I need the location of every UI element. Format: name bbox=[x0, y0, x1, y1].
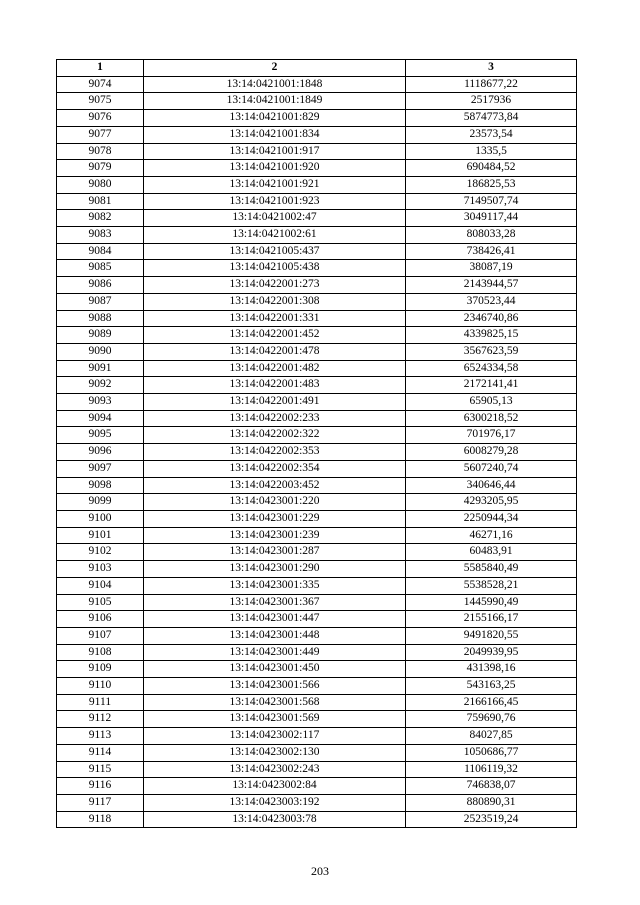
value-cell: 2517936 bbox=[406, 93, 577, 110]
table-row bbox=[57, 661, 577, 678]
row-number-cell: 9080 bbox=[57, 176, 144, 193]
row-number-cell: 9096 bbox=[57, 444, 144, 461]
row-number-cell: 9078 bbox=[57, 143, 144, 160]
table-row bbox=[57, 343, 577, 360]
row-number-cell: 9079 bbox=[57, 160, 144, 177]
value-cell: 701976,17 bbox=[406, 427, 577, 444]
value-cell: 2346740,86 bbox=[406, 310, 577, 327]
row-number-cell: 9115 bbox=[57, 761, 144, 778]
cadastral-number-cell: 13:14:0422001:491 bbox=[144, 394, 406, 411]
value-cell: 4339825,15 bbox=[406, 327, 577, 344]
row-number-cell: 9095 bbox=[57, 427, 144, 444]
value-cell: 3567623,59 bbox=[406, 343, 577, 360]
value-cell: 46271,16 bbox=[406, 527, 577, 544]
cadastral-number-cell: 13:14:0423002:117 bbox=[144, 728, 406, 745]
cadastral-number-cell: 13:14:0423001:568 bbox=[144, 694, 406, 711]
table-row bbox=[57, 126, 577, 143]
row-number-cell: 9111 bbox=[57, 694, 144, 711]
row-number-cell: 9112 bbox=[57, 711, 144, 728]
cadastral-number-cell: 13:14:0423002:130 bbox=[144, 744, 406, 761]
cadastral-number-cell: 13:14:0423001:229 bbox=[144, 510, 406, 527]
row-number-cell: 9106 bbox=[57, 611, 144, 628]
cadastral-number-cell: 13:14:0421005:437 bbox=[144, 243, 406, 260]
row-number-cell: 9102 bbox=[57, 544, 144, 561]
value-cell: 1335,5 bbox=[406, 143, 577, 160]
value-cell: 880890,31 bbox=[406, 794, 577, 811]
row-number-cell: 9103 bbox=[57, 561, 144, 578]
cadastral-number-cell: 13:14:0421005:438 bbox=[144, 260, 406, 277]
value-cell: 431398,16 bbox=[406, 661, 577, 678]
table-row bbox=[57, 477, 577, 494]
cadastral-number-cell: 13:14:0422002:353 bbox=[144, 444, 406, 461]
value-cell: 5585840,49 bbox=[406, 561, 577, 578]
cadastral-number-cell: 13:14:0423003:78 bbox=[144, 811, 406, 828]
row-number-cell: 9107 bbox=[57, 627, 144, 644]
cadastral-number-cell: 13:14:0423003:192 bbox=[144, 794, 406, 811]
cadastral-number-cell: 13:14:0423001:569 bbox=[144, 711, 406, 728]
row-number-cell: 9092 bbox=[57, 377, 144, 394]
cadastral-number-cell: 13:14:0422001:273 bbox=[144, 277, 406, 294]
cadastral-number-cell: 13:14:0423002:84 bbox=[144, 778, 406, 795]
value-cell: 2523519,24 bbox=[406, 811, 577, 828]
cadastral-number-cell: 13:14:0423001:449 bbox=[144, 644, 406, 661]
table-row bbox=[57, 176, 577, 193]
table-row bbox=[57, 811, 577, 828]
table-row bbox=[57, 460, 577, 477]
cadastral-number-cell: 13:14:0421002:47 bbox=[144, 210, 406, 227]
cadastral-number-cell: 13:14:0422002:322 bbox=[144, 427, 406, 444]
table-row bbox=[57, 260, 577, 277]
value-cell: 1445990,49 bbox=[406, 594, 577, 611]
table-row bbox=[57, 794, 577, 811]
row-number-cell: 9081 bbox=[57, 193, 144, 210]
cadastral-number-cell: 13:14:0421001:1848 bbox=[144, 76, 406, 93]
cadastral-number-cell: 13:14:0423001:287 bbox=[144, 544, 406, 561]
row-number-cell: 9109 bbox=[57, 661, 144, 678]
cadastral-number-cell: 13:14:0423002:243 bbox=[144, 761, 406, 778]
table-row bbox=[57, 243, 577, 260]
cadastral-number-cell: 13:14:0423001:335 bbox=[144, 577, 406, 594]
cadastral-number-cell: 13:14:0423001:448 bbox=[144, 627, 406, 644]
table-row bbox=[57, 711, 577, 728]
table-row bbox=[57, 210, 577, 227]
value-cell: 3049117,44 bbox=[406, 210, 577, 227]
table-row bbox=[57, 577, 577, 594]
value-cell: 38087,19 bbox=[406, 260, 577, 277]
table-row bbox=[57, 510, 577, 527]
column-header: 2 bbox=[144, 60, 406, 77]
table-row bbox=[57, 143, 577, 160]
cadastral-number-cell: 13:14:0421001:920 bbox=[144, 160, 406, 177]
value-cell: 23573,54 bbox=[406, 126, 577, 143]
row-number-cell: 9104 bbox=[57, 577, 144, 594]
row-number-cell: 9087 bbox=[57, 293, 144, 310]
row-number-cell: 9100 bbox=[57, 510, 144, 527]
row-number-cell: 9098 bbox=[57, 477, 144, 494]
row-number-cell: 9085 bbox=[57, 260, 144, 277]
cadastral-number-cell: 13:14:0423001:367 bbox=[144, 594, 406, 611]
table-row bbox=[57, 93, 577, 110]
value-cell: 2172141,41 bbox=[406, 377, 577, 394]
table-row bbox=[57, 644, 577, 661]
cadastral-number-cell: 13:14:0423001:566 bbox=[144, 678, 406, 695]
table-row bbox=[57, 277, 577, 294]
value-cell: 2166166,45 bbox=[406, 694, 577, 711]
value-cell: 9491820,55 bbox=[406, 627, 577, 644]
row-number-cell: 9084 bbox=[57, 243, 144, 260]
cadastral-number-cell: 13:14:0422001:331 bbox=[144, 310, 406, 327]
row-number-cell: 9110 bbox=[57, 678, 144, 695]
row-number-cell: 9108 bbox=[57, 644, 144, 661]
table-row bbox=[57, 293, 577, 310]
row-number-cell: 9105 bbox=[57, 594, 144, 611]
value-cell: 5874773,84 bbox=[406, 110, 577, 127]
row-number-cell: 9077 bbox=[57, 126, 144, 143]
table-row bbox=[57, 561, 577, 578]
row-number-cell: 9076 bbox=[57, 110, 144, 127]
value-cell: 7149507,74 bbox=[406, 193, 577, 210]
table-row bbox=[57, 377, 577, 394]
value-cell: 6008279,28 bbox=[406, 444, 577, 461]
column-header: 1 bbox=[57, 60, 144, 77]
value-cell: 4293205,95 bbox=[406, 494, 577, 511]
row-number-cell: 9088 bbox=[57, 310, 144, 327]
table-row bbox=[57, 744, 577, 761]
value-cell: 1050686,77 bbox=[406, 744, 577, 761]
row-number-cell: 9114 bbox=[57, 744, 144, 761]
cadastral-number-cell: 13:14:0422001:452 bbox=[144, 327, 406, 344]
cadastral-number-cell: 13:14:0422001:478 bbox=[144, 343, 406, 360]
value-cell: 370523,44 bbox=[406, 293, 577, 310]
row-number-cell: 9089 bbox=[57, 327, 144, 344]
value-cell: 2250944,34 bbox=[406, 510, 577, 527]
value-cell: 690484,52 bbox=[406, 160, 577, 177]
table-row bbox=[57, 694, 577, 711]
row-number-cell: 9086 bbox=[57, 277, 144, 294]
cadastral-number-cell: 13:14:0422001:308 bbox=[144, 293, 406, 310]
table-row bbox=[57, 494, 577, 511]
table-row bbox=[57, 360, 577, 377]
row-number-cell: 9083 bbox=[57, 227, 144, 244]
table-row bbox=[57, 327, 577, 344]
cadastral-number-cell: 13:14:0421001:917 bbox=[144, 143, 406, 160]
cadastral-number-cell: 13:14:0421002:61 bbox=[144, 227, 406, 244]
table-row bbox=[57, 444, 577, 461]
row-number-cell: 9090 bbox=[57, 343, 144, 360]
value-cell: 746838,07 bbox=[406, 778, 577, 795]
row-number-cell: 9093 bbox=[57, 394, 144, 411]
cadastral-number-cell: 13:14:0423001:450 bbox=[144, 661, 406, 678]
table-row bbox=[57, 193, 577, 210]
table-row bbox=[57, 227, 577, 244]
table-header-row bbox=[57, 60, 577, 77]
value-cell: 2049939,95 bbox=[406, 644, 577, 661]
table-row bbox=[57, 527, 577, 544]
value-cell: 738426,41 bbox=[406, 243, 577, 260]
value-cell: 2155166,17 bbox=[406, 611, 577, 628]
value-cell: 5607240,74 bbox=[406, 460, 577, 477]
value-cell: 65905,13 bbox=[406, 394, 577, 411]
table-row bbox=[57, 728, 577, 745]
table-row bbox=[57, 761, 577, 778]
row-number-cell: 9097 bbox=[57, 460, 144, 477]
cadastral-number-cell: 13:14:0423001:290 bbox=[144, 561, 406, 578]
value-cell: 6524334,58 bbox=[406, 360, 577, 377]
table-row bbox=[57, 594, 577, 611]
cadastral-number-cell: 13:14:0423001:220 bbox=[144, 494, 406, 511]
value-cell: 808033,28 bbox=[406, 227, 577, 244]
row-number-cell: 9074 bbox=[57, 76, 144, 93]
cadastral-value-table bbox=[56, 59, 577, 828]
page-number: 203 bbox=[311, 864, 329, 878]
value-cell: 2143944,57 bbox=[406, 277, 577, 294]
row-number-cell: 9113 bbox=[57, 728, 144, 745]
cadastral-number-cell: 13:14:0422002:354 bbox=[144, 460, 406, 477]
value-cell: 340646,44 bbox=[406, 477, 577, 494]
row-number-cell: 9117 bbox=[57, 794, 144, 811]
row-number-cell: 9099 bbox=[57, 494, 144, 511]
cadastral-number-cell: 13:14:0421001:834 bbox=[144, 126, 406, 143]
cadastral-number-cell: 13:14:0421001:923 bbox=[144, 193, 406, 210]
cadastral-number-cell: 13:14:0422001:482 bbox=[144, 360, 406, 377]
cadastral-number-cell: 13:14:0422002:233 bbox=[144, 410, 406, 427]
value-cell: 543163,25 bbox=[406, 678, 577, 695]
row-number-cell: 9118 bbox=[57, 811, 144, 828]
table-row bbox=[57, 544, 577, 561]
cadastral-number-cell: 13:14:0422001:483 bbox=[144, 377, 406, 394]
table-row bbox=[57, 678, 577, 695]
value-cell: 1106119,32 bbox=[406, 761, 577, 778]
row-number-cell: 9094 bbox=[57, 410, 144, 427]
table-row bbox=[57, 410, 577, 427]
cadastral-number-cell: 13:14:0421001:829 bbox=[144, 110, 406, 127]
value-cell: 60483,91 bbox=[406, 544, 577, 561]
table-row bbox=[57, 627, 577, 644]
table-row bbox=[57, 310, 577, 327]
value-cell: 759690,76 bbox=[406, 711, 577, 728]
value-cell: 186825,53 bbox=[406, 176, 577, 193]
column-header: 3 bbox=[406, 60, 577, 77]
table-row bbox=[57, 76, 577, 93]
table-row bbox=[57, 427, 577, 444]
row-number-cell: 9101 bbox=[57, 527, 144, 544]
table-row bbox=[57, 394, 577, 411]
value-cell: 84027,85 bbox=[406, 728, 577, 745]
row-number-cell: 9091 bbox=[57, 360, 144, 377]
value-cell: 6300218,52 bbox=[406, 410, 577, 427]
row-number-cell: 9082 bbox=[57, 210, 144, 227]
table-row bbox=[57, 778, 577, 795]
value-cell: 1118677,22 bbox=[406, 76, 577, 93]
cadastral-number-cell: 13:14:0422003:452 bbox=[144, 477, 406, 494]
cadastral-number-cell: 13:14:0423001:447 bbox=[144, 611, 406, 628]
table-body bbox=[57, 76, 577, 828]
value-cell: 5538528,21 bbox=[406, 577, 577, 594]
cadastral-number-cell: 13:14:0421001:921 bbox=[144, 176, 406, 193]
row-number-cell: 9116 bbox=[57, 778, 144, 795]
table-row bbox=[57, 160, 577, 177]
table-row bbox=[57, 110, 577, 127]
cadastral-number-cell: 13:14:0423001:239 bbox=[144, 527, 406, 544]
table-row bbox=[57, 611, 577, 628]
cadastral-number-cell: 13:14:0421001:1849 bbox=[144, 93, 406, 110]
row-number-cell: 9075 bbox=[57, 93, 144, 110]
